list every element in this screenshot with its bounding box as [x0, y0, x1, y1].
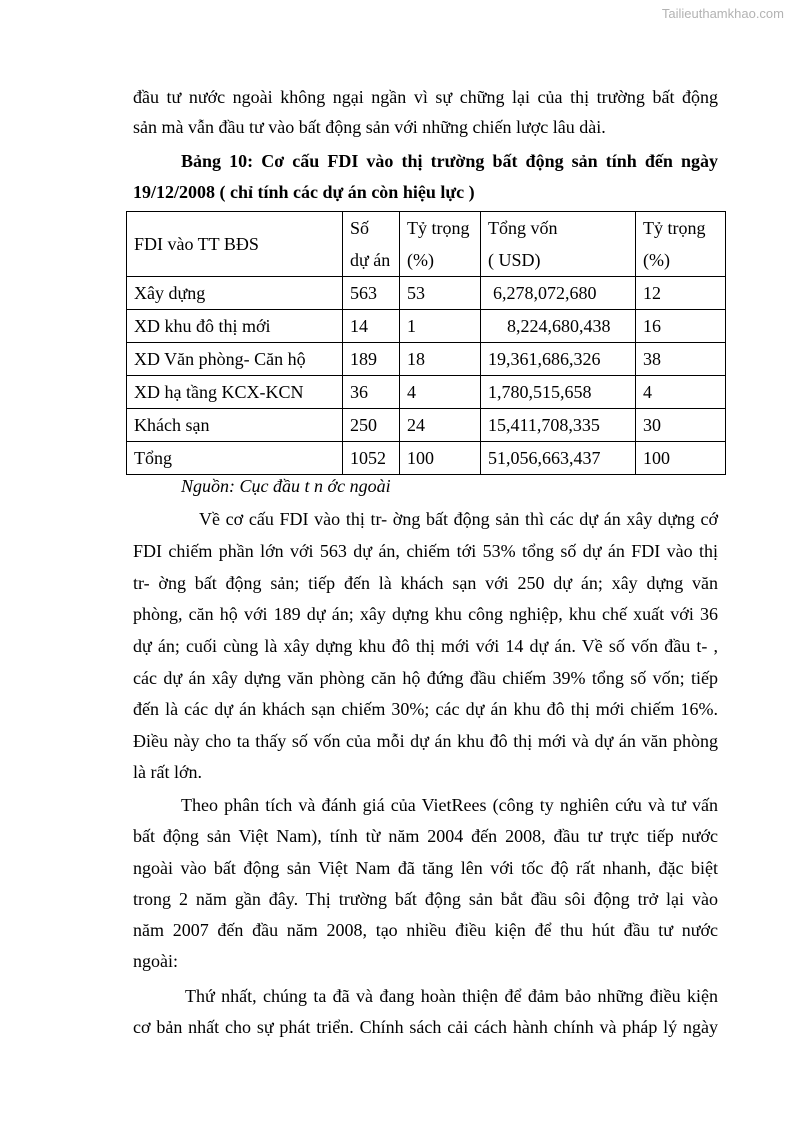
- cell-projects: 563: [343, 277, 400, 310]
- cell-sector: Tổng: [127, 442, 343, 475]
- cell-capital: 6,278,072,680: [481, 277, 636, 310]
- cell-project-share: 53: [400, 277, 481, 310]
- text-line: năm 2007 đến đầu năm 2008, tạo nhiều điều kiện để thu hút đầu tư nước: [133, 920, 718, 940]
- header-project-share: Tỷ trọng (%): [400, 212, 481, 277]
- cell-capital: 15,411,708,335: [481, 409, 636, 442]
- cell-project-share: 4: [400, 376, 481, 409]
- header-sector: FDI vào TT BĐS: [127, 212, 343, 277]
- cell-projects: 14: [343, 310, 400, 343]
- cell-sector: Khách sạn: [127, 409, 343, 442]
- text-line: tr- ờng bất động sản; tiếp đến là khách sạn với 250 dự án; xây dựng văn: [133, 573, 718, 593]
- cell-sector: XD khu đô thị mới: [127, 310, 343, 343]
- cell-sector: XD hạ tầng KCX-KCN: [127, 376, 343, 409]
- table-row: [127, 376, 726, 409]
- watermark: Tailieuthamkhao.com: [661, 6, 784, 21]
- cell-project-share: 1: [400, 310, 481, 343]
- header-capital: Tổng vốn ( USD): [481, 212, 636, 277]
- table-header-row: [127, 212, 726, 277]
- cell-project-share: 18: [400, 343, 481, 376]
- table-row: [127, 343, 726, 376]
- text-line: Điều này cho ta thấy số vốn của mỗi dự án khu đô thị mới và dự án văn phòng: [133, 731, 718, 751]
- table-row: [127, 409, 726, 442]
- text-line: đến là các dự án khách sạn chiếm 30%; các dự án khu đô thị mới chiếm 16%.: [133, 699, 718, 719]
- text-line: phòng, căn hộ với 189 dự án; xây dựng khu công nghiệp, khu chế xuất với 36: [133, 604, 718, 624]
- cell-capital-share: 38: [636, 343, 726, 376]
- text-line: dự án; cuối cùng là xây dựng khu đô thị mới với 14 dự án. Về số vốn đầu t- ,: [133, 636, 718, 656]
- table-row: [127, 277, 726, 310]
- cell-projects: 189: [343, 343, 400, 376]
- cell-projects: 36: [343, 376, 400, 409]
- text-line: sản mà vẫn đầu tư vào bất động sản với những chiến lược lâu dài.: [133, 117, 606, 137]
- table-row-total: [127, 442, 726, 475]
- text-line: ngoài:: [133, 951, 178, 971]
- text-line: cơ bản nhất cho sự phát triển. Chính sách cải cách hành chính và pháp lý ngày: [133, 1017, 718, 1037]
- text-line: trong 2 năm gần đây. Thị trường bất động sản bắt đầu sôi động trở lại vào: [133, 889, 718, 909]
- cell-capital-share: 100: [636, 442, 726, 475]
- text-line: ngoài vào bất động sản Việt Nam đã tăng lên với tốc độ rất nhanh, đặc biệt: [133, 858, 718, 878]
- text-line: Về cơ cấu FDI vào thị tr- ờng bất động sản thì các dự án xây dựng cớ: [199, 509, 718, 529]
- table-caption: 19/12/2008 ( chỉ tính các dự án còn hiệu lực ): [133, 182, 475, 202]
- text-line: đầu tư nước ngoài không ngại ngần vì sự chững lại của thị trường bất động: [133, 87, 718, 107]
- text-line: Thứ nhất, chúng ta đã và đang hoàn thiện để đảm bảo những điều kiện: [185, 986, 718, 1006]
- text-line: FDI chiếm phần lớn với 563 dự án, chiếm tới 53% tổng số dự án FDI vào thị: [133, 541, 718, 561]
- cell-sector: Xây dựng: [127, 277, 343, 310]
- cell-capital: 19,361,686,326: [481, 343, 636, 376]
- table-row: [127, 310, 726, 343]
- cell-projects: 250: [343, 409, 400, 442]
- cell-capital-share: 12: [636, 277, 726, 310]
- text-line: Theo phân tích và đánh giá của VietRees (công ty nghiên cứu và tư vấn: [181, 795, 718, 815]
- text-line: là rất lớn.: [133, 762, 202, 782]
- header-projects: Số dự án: [343, 212, 400, 277]
- header-capital-share: Tỷ trọng (%): [636, 212, 726, 277]
- table-caption: Bảng 10: Cơ cấu FDI vào thị trường bất động sản tính đến ngày: [181, 151, 718, 171]
- cell-projects: 1052: [343, 442, 400, 475]
- cell-capital: 51,056,663,437: [481, 442, 636, 475]
- cell-capital-share: 16: [636, 310, 726, 343]
- source-note: Nguồn: Cục đầu t n ớc ngoài: [181, 476, 391, 496]
- cell-capital-share: 4: [636, 376, 726, 409]
- cell-capital-share: 30: [636, 409, 726, 442]
- cell-capital: 8,224,680,438: [481, 310, 636, 343]
- text-line: các dự án xây dựng văn phòng căn hộ đứng đầu chiếm 39% tổng số vốn; tiếp: [133, 668, 718, 688]
- cell-project-share: 24: [400, 409, 481, 442]
- cell-capital: 1,780,515,658: [481, 376, 636, 409]
- cell-sector: XD Văn phòng- Căn hộ: [127, 343, 343, 376]
- fdi-table: [126, 211, 726, 475]
- text-line: bất động sản Việt Nam), tính từ năm 2004 đến 2008, đầu tư trực tiếp nước: [133, 826, 718, 846]
- cell-project-share: 100: [400, 442, 481, 475]
